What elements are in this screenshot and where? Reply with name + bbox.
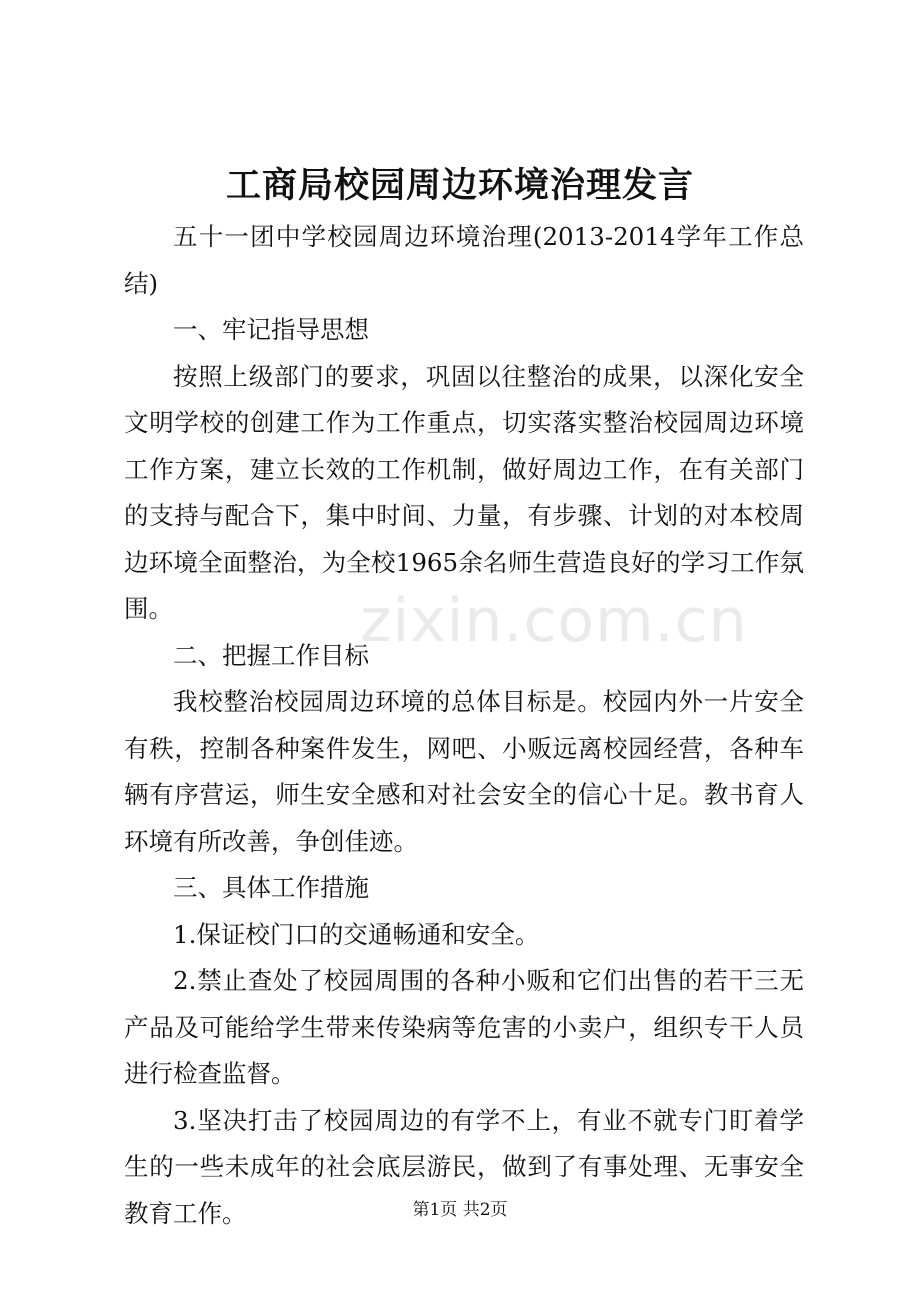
body-paragraph: 我校整治校园周边环境的总体目标是。校园内外一片安全有秩，控制各种案件发生，网吧、小贩远离校园经营，各种车辆有序营运，师生安全感和对社会安全的信心十足。教书育人环境有所改善，争创佳迹。 xyxy=(124,687,804,856)
document-body xyxy=(124,214,804,1237)
watermark: zixin.com.cn xyxy=(360,586,748,656)
list-item: 3.坚决打击了校园周边的有学不上，有业不就专门盯着学生的一些未成年的社会底层游民，做到了有事处理、无事安全教育工作。 xyxy=(124,1105,804,1228)
section-heading-2: 二、把握工作目标 xyxy=(173,640,369,670)
section-heading-1: 一、牢记指导思想 xyxy=(173,315,369,344)
section-heading-3: 三、具体工作措施 xyxy=(173,873,369,902)
subtitle-paragraph: 五十一团中学校园周边环境治理(2013-2014学年工作总结) xyxy=(124,222,804,298)
page-footer: 第1页 共2页 xyxy=(412,1200,508,1220)
document-title: 工商局校园周边环境治理发言 xyxy=(225,165,694,206)
body-paragraph: 按照上级部门的要求，巩固以往整治的成果，以深化安全文明学校的创建工作为工作重点，切实落实整治校园周边环境工作方案，建立长效的工作机制，做好周边工作，在有关部门的支持与配合下，集中时间、力量，有步骤、计划的对本校周边环境全面整治，为全校1965余名师生营造良好的学习工作氛围。 xyxy=(124,361,804,623)
list-item: 2.禁止查处了校园周围的各种小贩和它们出售的若干三无产品及可能给学生带来传染病等危害的小卖户，组织专干人员进行检查监督。 xyxy=(124,966,804,1088)
list-item: 1.保证校门口的交通畅通和安全。 xyxy=(173,919,540,949)
